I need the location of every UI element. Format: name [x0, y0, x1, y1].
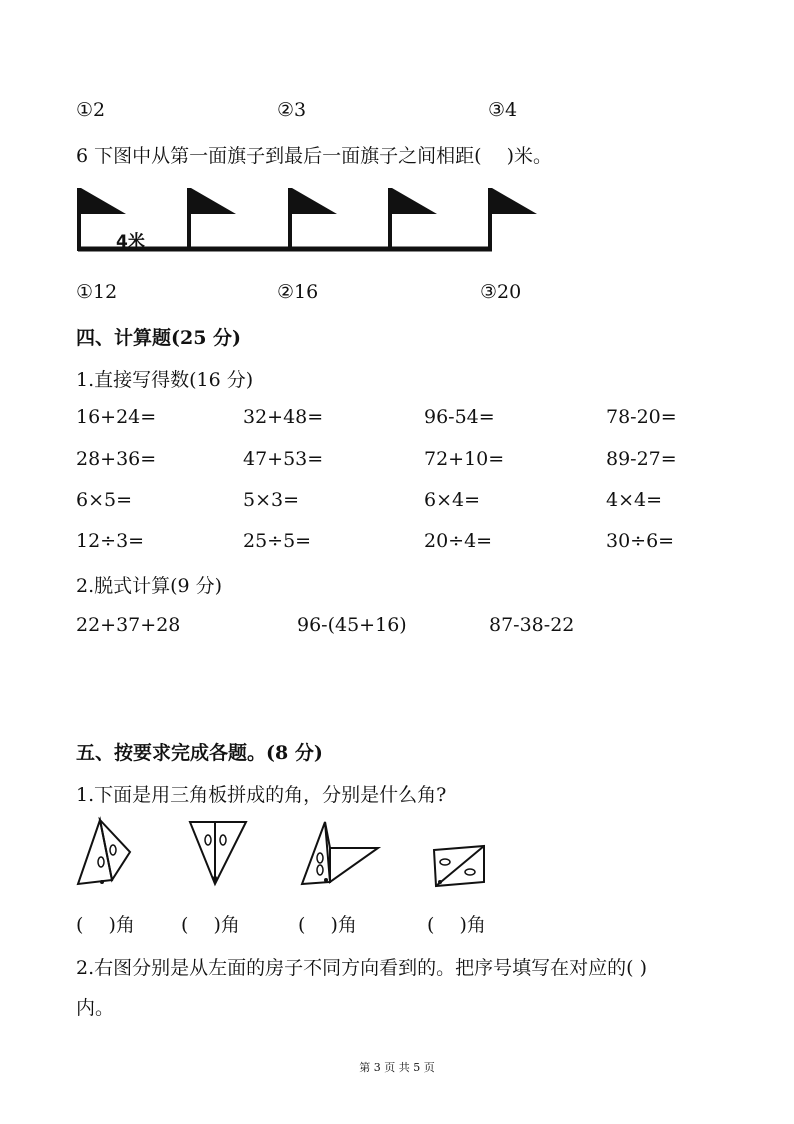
calc-r1-c2: 32+48=	[243, 406, 324, 428]
calc-r1-c4: 78-20=	[606, 406, 677, 428]
expr-3: 87-38-22	[489, 614, 575, 636]
expr-2: 96-(45+16)	[297, 614, 407, 636]
q5-option-3: ③4	[488, 99, 518, 121]
q6-option-2: ②16	[277, 281, 319, 303]
section5-q2-line2: 内。	[76, 997, 115, 1019]
section5-q2-line1: 2.右图分别是从左面的房子不同方向看到的。把序号填写在对应的( )	[76, 957, 647, 979]
calc-r2-c4: 89-27=	[606, 448, 677, 470]
calc-r4-c2: 25÷5=	[243, 530, 312, 552]
section4-sub2-title: 2.脱式计算(9 分)	[76, 575, 223, 597]
angle-figure-1	[72, 818, 136, 888]
flag-distance-label: 4米	[116, 232, 145, 252]
q6-text: 6 下图中从第一面旗子到最后一面旗子之间相距( )米。	[76, 145, 552, 167]
calc-r1-c1: 16+24=	[76, 406, 157, 428]
q6-option-3: ③20	[480, 281, 522, 303]
calc-r1-c3: 96-54=	[424, 406, 495, 428]
calc-r2-c1: 28+36=	[76, 448, 157, 470]
angle-figure-4	[430, 842, 488, 890]
angle-figure-2	[186, 818, 250, 888]
angle-answer-1[interactable]: ( )角	[76, 914, 135, 936]
angle-figure-3	[298, 818, 382, 888]
section4-sub1-title: 1.直接写得数(16 分)	[76, 369, 254, 391]
page-footer: 第 3 页 共 5 页	[359, 1061, 435, 1074]
angle-answer-3[interactable]: ( )角	[298, 914, 357, 936]
calc-r4-c3: 20÷4=	[424, 530, 493, 552]
q5-option-2: ②3	[277, 99, 307, 121]
expr-1: 22+37+28	[76, 614, 181, 636]
calc-r2-c2: 47+53=	[243, 448, 324, 470]
calc-r4-c1: 12÷3=	[76, 530, 145, 552]
angle-answer-4[interactable]: ( )角	[427, 914, 486, 936]
section5-title: 五、按要求完成各题。(8 分)	[76, 742, 323, 764]
section4-title: 四、计算题(25 分)	[76, 327, 242, 349]
calc-r4-c4: 30÷6=	[606, 530, 675, 552]
angle-answer-2[interactable]: ( )角	[181, 914, 240, 936]
calc-r3-c1: 6×5=	[76, 489, 133, 511]
calc-r3-c3: 6×4=	[424, 489, 481, 511]
section5-q1: 1.下面是用三角板拼成的角，分别是什么角?	[76, 784, 447, 806]
calc-r3-c2: 5×3=	[243, 489, 300, 511]
calc-r3-c4: 4×4=	[606, 489, 663, 511]
q6-option-1: ①12	[76, 281, 118, 303]
q5-option-1: ①2	[76, 99, 106, 121]
calc-r2-c3: 72+10=	[424, 448, 505, 470]
